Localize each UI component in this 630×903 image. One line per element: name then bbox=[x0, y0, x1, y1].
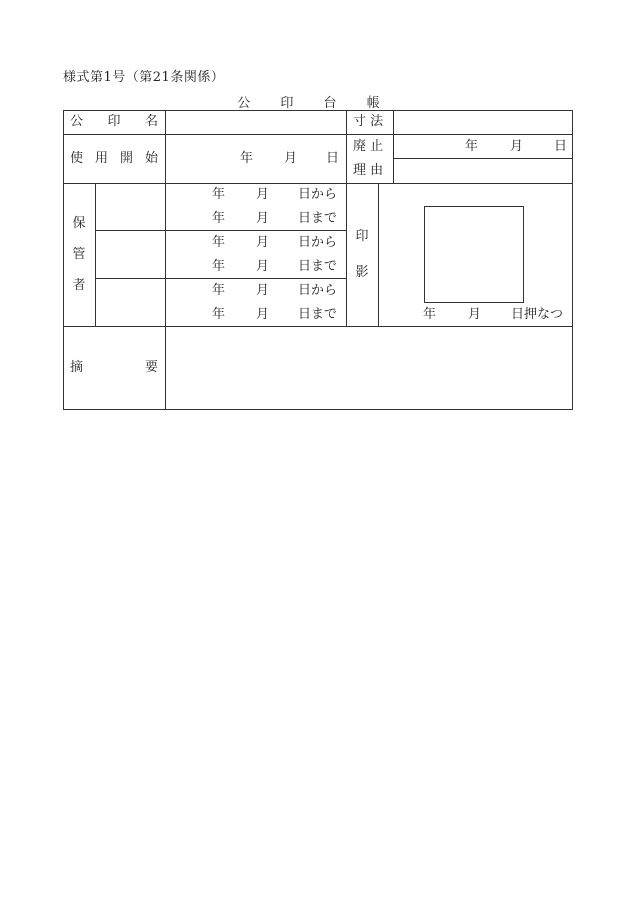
keeper-char: 管 bbox=[72, 247, 86, 262]
stamp-month: 月 bbox=[468, 307, 482, 322]
keeper1-until-month: 月 bbox=[256, 211, 270, 226]
usage-start-day: 日 bbox=[326, 151, 340, 166]
keeper3-until-day: 日まで bbox=[298, 307, 338, 322]
remarks-label bbox=[70, 361, 158, 375]
keeper1-until-day: 日まで bbox=[298, 211, 338, 226]
size-label: 寸 法 bbox=[353, 114, 384, 129]
seal-name-char: 公 bbox=[70, 114, 84, 129]
keeper2-until-month: 月 bbox=[256, 259, 270, 274]
keeper-label bbox=[72, 217, 86, 293]
abolish-year: 年 bbox=[465, 139, 479, 154]
seal-name-char: 印 bbox=[107, 114, 121, 129]
usage-start-char: 用 bbox=[94, 151, 108, 166]
form-number-label: 様式第1号（第21条関係） bbox=[63, 70, 225, 85]
usage-start-char: 始 bbox=[144, 151, 158, 166]
keeper2-until-day: 日まで bbox=[298, 259, 338, 274]
abolish-day: 日 bbox=[554, 139, 568, 154]
impression-char: 影 bbox=[355, 265, 369, 280]
keeper1-until-year: 年 bbox=[212, 211, 226, 226]
keeper2-from-year: 年 bbox=[212, 235, 226, 250]
usage-start-label bbox=[70, 152, 158, 166]
usage-start-char: 使 bbox=[70, 151, 84, 166]
keeper3-from-day: 日から bbox=[298, 283, 338, 298]
remarks-char: 要 bbox=[144, 360, 158, 375]
keeper3-from-year: 年 bbox=[212, 283, 226, 298]
keeper1-from-month: 月 bbox=[256, 187, 270, 202]
keeper3-until-month: 月 bbox=[256, 307, 270, 322]
keeper2-from-month: 月 bbox=[256, 235, 270, 250]
abolish-label: 廃 止 bbox=[353, 139, 384, 154]
keeper3-from-month: 月 bbox=[256, 283, 270, 298]
seal-name-char: 名 bbox=[144, 114, 158, 129]
keeper2-until-year: 年 bbox=[212, 259, 226, 274]
reason-label: 理 由 bbox=[353, 163, 384, 178]
usage-start-char: 開 bbox=[119, 151, 133, 166]
keeper-char: 者 bbox=[72, 278, 86, 293]
usage-start-year: 年 bbox=[240, 151, 254, 166]
usage-start-month: 月 bbox=[284, 151, 298, 166]
impression-char: 印 bbox=[355, 229, 369, 244]
abolish-month: 月 bbox=[510, 139, 524, 154]
stamp-year: 年 bbox=[423, 307, 437, 322]
impression-label bbox=[355, 230, 369, 280]
keeper-char: 保 bbox=[72, 216, 86, 231]
keeper2-from-day: 日から bbox=[298, 235, 338, 250]
keeper1-from-day: 日から bbox=[298, 187, 338, 202]
seal-name-label bbox=[70, 115, 158, 129]
remarks-char: 摘 bbox=[70, 360, 84, 375]
form-title: 公 印 台 帳 bbox=[237, 96, 393, 111]
seal-impression-box bbox=[425, 207, 524, 303]
keeper1-from-year: 年 bbox=[212, 187, 226, 202]
stamp-day: 日押なつ bbox=[511, 307, 564, 322]
keeper3-until-year: 年 bbox=[212, 307, 226, 322]
